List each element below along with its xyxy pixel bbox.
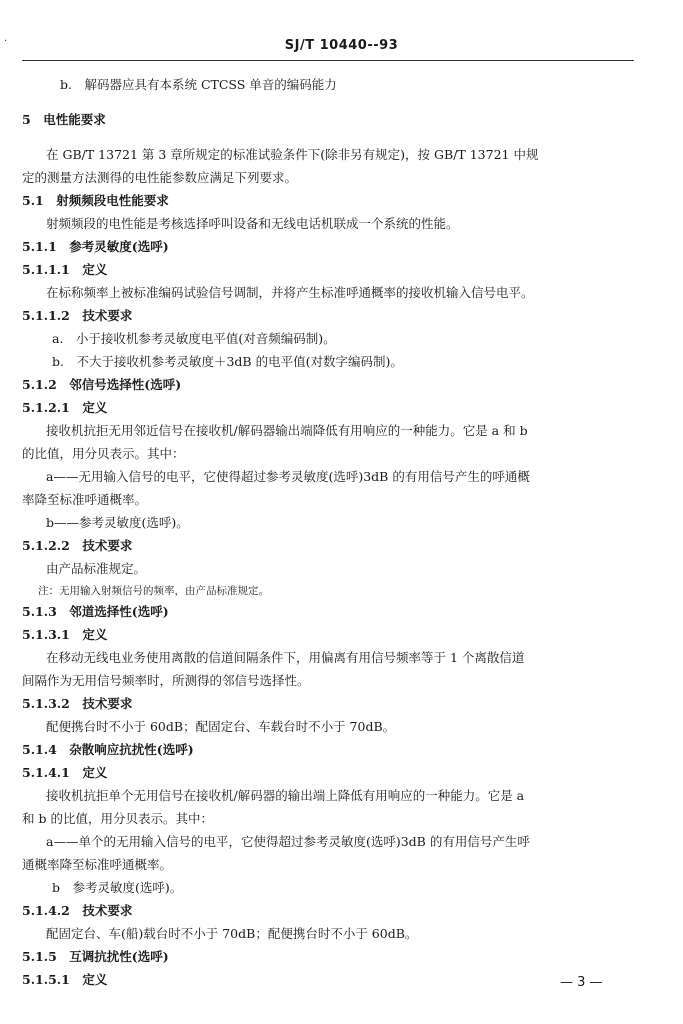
paragraph-5-1-4-1: 接收机抗拒单个无用信号在接收机/解码器的输出端上降低有用响应的一种能力。它是 a bbox=[46, 788, 525, 803]
standard-header: SJ/T 10440--93 bbox=[284, 38, 399, 53]
section-heading-5-1-4-2: 5.1.4.2 技术要求 bbox=[22, 903, 133, 918]
definition-a: a——无用输入信号的电平，它使得超过参考灵敏度(选呼)3dB 的有用信号产生的呼通概 bbox=[46, 469, 530, 484]
header-rule bbox=[22, 60, 634, 61]
paragraph-5-1-2-1: 接收机抗拒无用邻近信号在接收机/解码器输出端降低有用响应的一种能力。它是 a 和 b bbox=[46, 423, 528, 438]
paragraph-5-1-1-1: 在标称频率上被标准编码试验信号调制，并将产生标准呼通概率的接收机输入信号电平。 bbox=[46, 285, 534, 300]
section-heading-5-1-3-1: 5.1.3.1 定义 bbox=[22, 627, 108, 642]
section-heading-5-1-1: 5.1.1 参考灵敏度(选呼) bbox=[22, 239, 169, 254]
paragraph-5-1: 射频频段的电性能是考核选择呼叫设备和无线电话机联成一个系统的性能。 bbox=[46, 216, 459, 231]
section-heading-5-1-5: 5.1.5 互调抗扰性(选呼) bbox=[22, 949, 169, 964]
section-heading-5-1-5-1: 5.1.5.1 定义 bbox=[22, 972, 108, 987]
section-heading-5-1-3: 5.1.3 邻道选择性(选呼) bbox=[22, 604, 169, 619]
section-heading-5-1-4-1: 5.1.4.1 定义 bbox=[22, 765, 108, 780]
paragraph-5-1-3-1: 在移动无线电业务使用离散的信道间隔条件下，用偏离有用信号频率等于 1 个离散信道 bbox=[46, 650, 525, 665]
paragraph-5-1-4-1-cont: 和 b 的比值，用分贝表示。其中： bbox=[22, 811, 213, 826]
paragraph-5-1-2-2: 由产品标准规定。 bbox=[46, 561, 147, 576]
list-item-a-req: a. 小于接收机参考灵敏度电平值(对音频编码制)。 bbox=[52, 331, 336, 346]
definition-a-cont: 率降至标准呼通概率。 bbox=[22, 492, 148, 507]
definition-a-5-1-4-cont: 通概率降至标准呼通概率。 bbox=[22, 857, 173, 872]
paragraph-5-1-3-2: 配便携台时不小于 60dB；配固定台、车载台时不小于 70dB。 bbox=[46, 719, 396, 734]
definition-b: b——参考灵敏度(选呼)。 bbox=[46, 515, 189, 530]
page-number: — 3 — bbox=[560, 975, 603, 990]
section-heading-5-1-1-1: 5.1.1.1 定义 bbox=[22, 262, 108, 277]
paragraph-5-1-4-2: 配固定台、车(船)载台时不小于 70dB；配便携台时不小于 60dB。 bbox=[46, 926, 418, 941]
paragraph-5-1-2-1-cont: 的比值，用分贝表示。其中： bbox=[22, 446, 185, 461]
paragraph-intro-cont: 定的测量方法测得的电性能参数应满足下列要求。 bbox=[22, 170, 298, 185]
paragraph-5-1-3-1-cont: 间隔作为无用信号频率时，所测得的邻信号选择性。 bbox=[22, 673, 310, 688]
note-5-1-2-2: 注：无用输入射频信号的频率，由产品标准规定。 bbox=[38, 585, 269, 597]
definition-a-5-1-4: a——单个的无用输入信号的电平，它使得超过参考灵敏度(选呼)3dB 的有用信号产生呼 bbox=[46, 834, 530, 849]
section-heading-5-1-4: 5.1.4 杂散响应抗扰性(选呼) bbox=[22, 742, 194, 757]
definition-b-5-1-4: b 参考灵敏度(选呼)。 bbox=[52, 880, 183, 895]
section-heading-5-1-1-2: 5.1.1.2 技术要求 bbox=[22, 308, 133, 323]
section-heading-5: 5 电性能要求 bbox=[22, 112, 106, 127]
section-heading-5-1-2-1: 5.1.2.1 定义 bbox=[22, 400, 108, 415]
section-heading-5-1-2-2: 5.1.2.2 技术要求 bbox=[22, 538, 133, 553]
scan-mark: · bbox=[4, 36, 8, 47]
section-heading-5-1-3-2: 5.1.3.2 技术要求 bbox=[22, 696, 133, 711]
list-item-b-req: b. 不大于接收机参考灵敏度＋3dB 的电平值(对数字编码制)。 bbox=[52, 354, 403, 369]
section-heading-5-1-2: 5.1.2 邻信号选择性(选呼) bbox=[22, 377, 182, 392]
list-item-b-decoder: b. 解码器应具有本系统 CTCSS 单音的编码能力 bbox=[60, 77, 337, 92]
section-heading-5-1: 5.1 射频频段电性能要求 bbox=[22, 193, 169, 208]
paragraph-intro: 在 GB/T 13721 第 3 章所规定的标准试验条件下(除非另有规定)，按 GB/T 13721 中规 bbox=[46, 147, 539, 162]
